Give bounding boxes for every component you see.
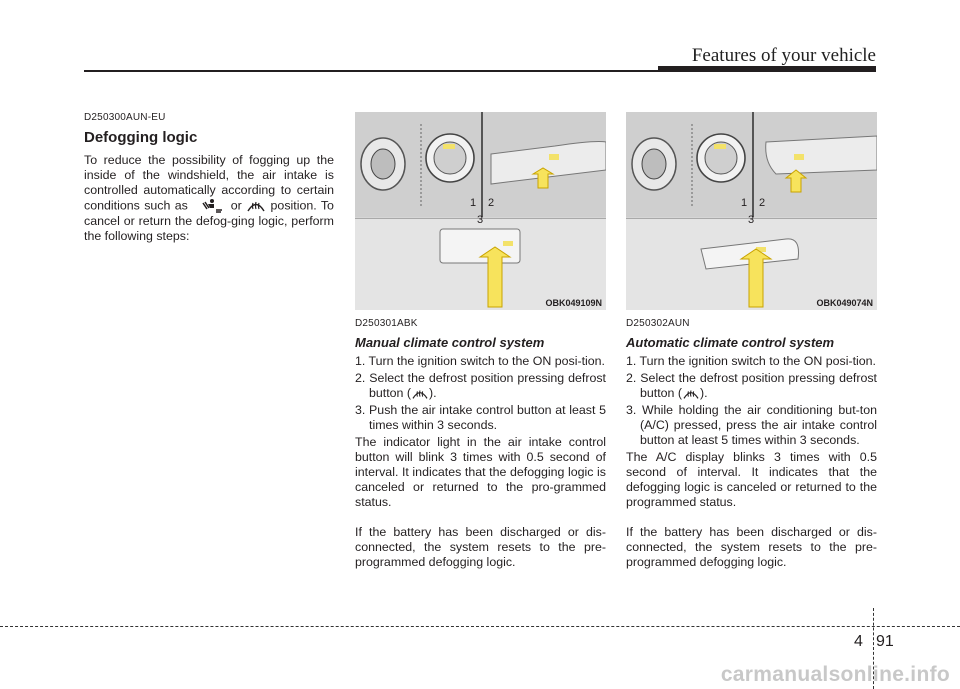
intro-paragraph [84, 153, 334, 244]
note-paragraph: The indicator light in the air intake control button will blink 3 times with 0.5 second of interval. It indicates that the defogging logic is canceled or returned to the pro-grammed status. [355, 435, 606, 509]
header-title: Features of your vehicle [691, 45, 876, 66]
label-2: 2 [488, 197, 495, 209]
page-number: 91 [876, 633, 894, 650]
subsection-code: D250301ABK [355, 318, 418, 329]
step-1: 1. Turn the ignition switch to the ON posi-tion. [355, 354, 606, 368]
left-column [84, 112, 334, 244]
label-1: 1 [741, 197, 748, 209]
figure-bottom-panel [355, 218, 606, 310]
section-heading: Defogging logic [84, 129, 198, 146]
step-2 [626, 371, 877, 401]
intake-button-illustration [626, 219, 877, 310]
or-word: or [230, 198, 242, 213]
manual-column [355, 112, 606, 570]
step-2-text: 2. Select the defrost position pressing defrost button ( [355, 371, 606, 400]
defog-mode-icon [192, 198, 226, 214]
battery-paragraph: If the battery has been discharged or dis-connected, the system resets to the pre-programmed defogging logic. [626, 525, 877, 569]
auto-figure [626, 112, 877, 310]
section-number: 4 [854, 633, 863, 650]
header-accent-bar [658, 66, 876, 72]
subsection-code: D250302AUN [626, 318, 690, 329]
defrost-icon [246, 198, 266, 214]
step-2-text: 2. Select the defrost position pressing defrost button ( [626, 371, 877, 400]
auto-column [626, 112, 877, 570]
figure-code: OBK049074N [816, 298, 873, 308]
watermark: carmanualsonline.info [720, 663, 950, 686]
intro-text-b: position. To cancel or return the defog-ging logic, perform the following steps: [84, 198, 334, 243]
step-3: 3. Push the air intake control button at least 5 times within 3 seconds. [355, 403, 606, 432]
figure-divider [752, 112, 754, 217]
step-list [355, 354, 606, 433]
battery-paragraph: If the battery has been discharged or dis-connected, the system resets to the pre-programmed defogging logic. [355, 525, 606, 569]
figure-code: OBK049109N [545, 298, 602, 308]
figure-divider [481, 112, 483, 217]
manual-figure [355, 112, 606, 310]
subsection-heading: Automatic climate control system [626, 335, 835, 350]
label-1: 1 [470, 197, 477, 209]
note-paragraph: The A/C display blinks 3 times with 0.5 second of interval. It indicates that the defogging logic is canceled or returned to the programmed status. [626, 450, 877, 509]
step-2 [355, 371, 606, 401]
subsection-heading: Manual climate control system [355, 335, 545, 350]
figure-top-panel [355, 112, 606, 217]
label-3: 3 [477, 214, 484, 226]
step-list [626, 354, 877, 448]
step-2-end: ). [700, 386, 708, 400]
intro-text-a: To reduce the possibility of fogging up the inside of the windshield, the air intake is controlled automatically according to certain conditions such as [84, 153, 334, 213]
intake-button-illustration [355, 219, 606, 310]
step-3: 3. While holding the air conditioning but-ton (A/C) pressed, press the air intake control button at least 5 times within 3 seconds. [626, 403, 877, 447]
label-3: 3 [748, 214, 755, 226]
label-2: 2 [759, 197, 766, 209]
defrost-icon [411, 387, 429, 401]
figure-top-panel [626, 112, 877, 217]
section-code: D250300AUN-EU [84, 112, 166, 123]
footer-rule [0, 626, 960, 627]
defrost-icon [682, 387, 700, 401]
step-1: 1. Turn the ignition switch to the ON posi-tion. [626, 354, 877, 368]
figure-bottom-panel [626, 218, 877, 310]
step-2-end: ). [429, 386, 437, 400]
